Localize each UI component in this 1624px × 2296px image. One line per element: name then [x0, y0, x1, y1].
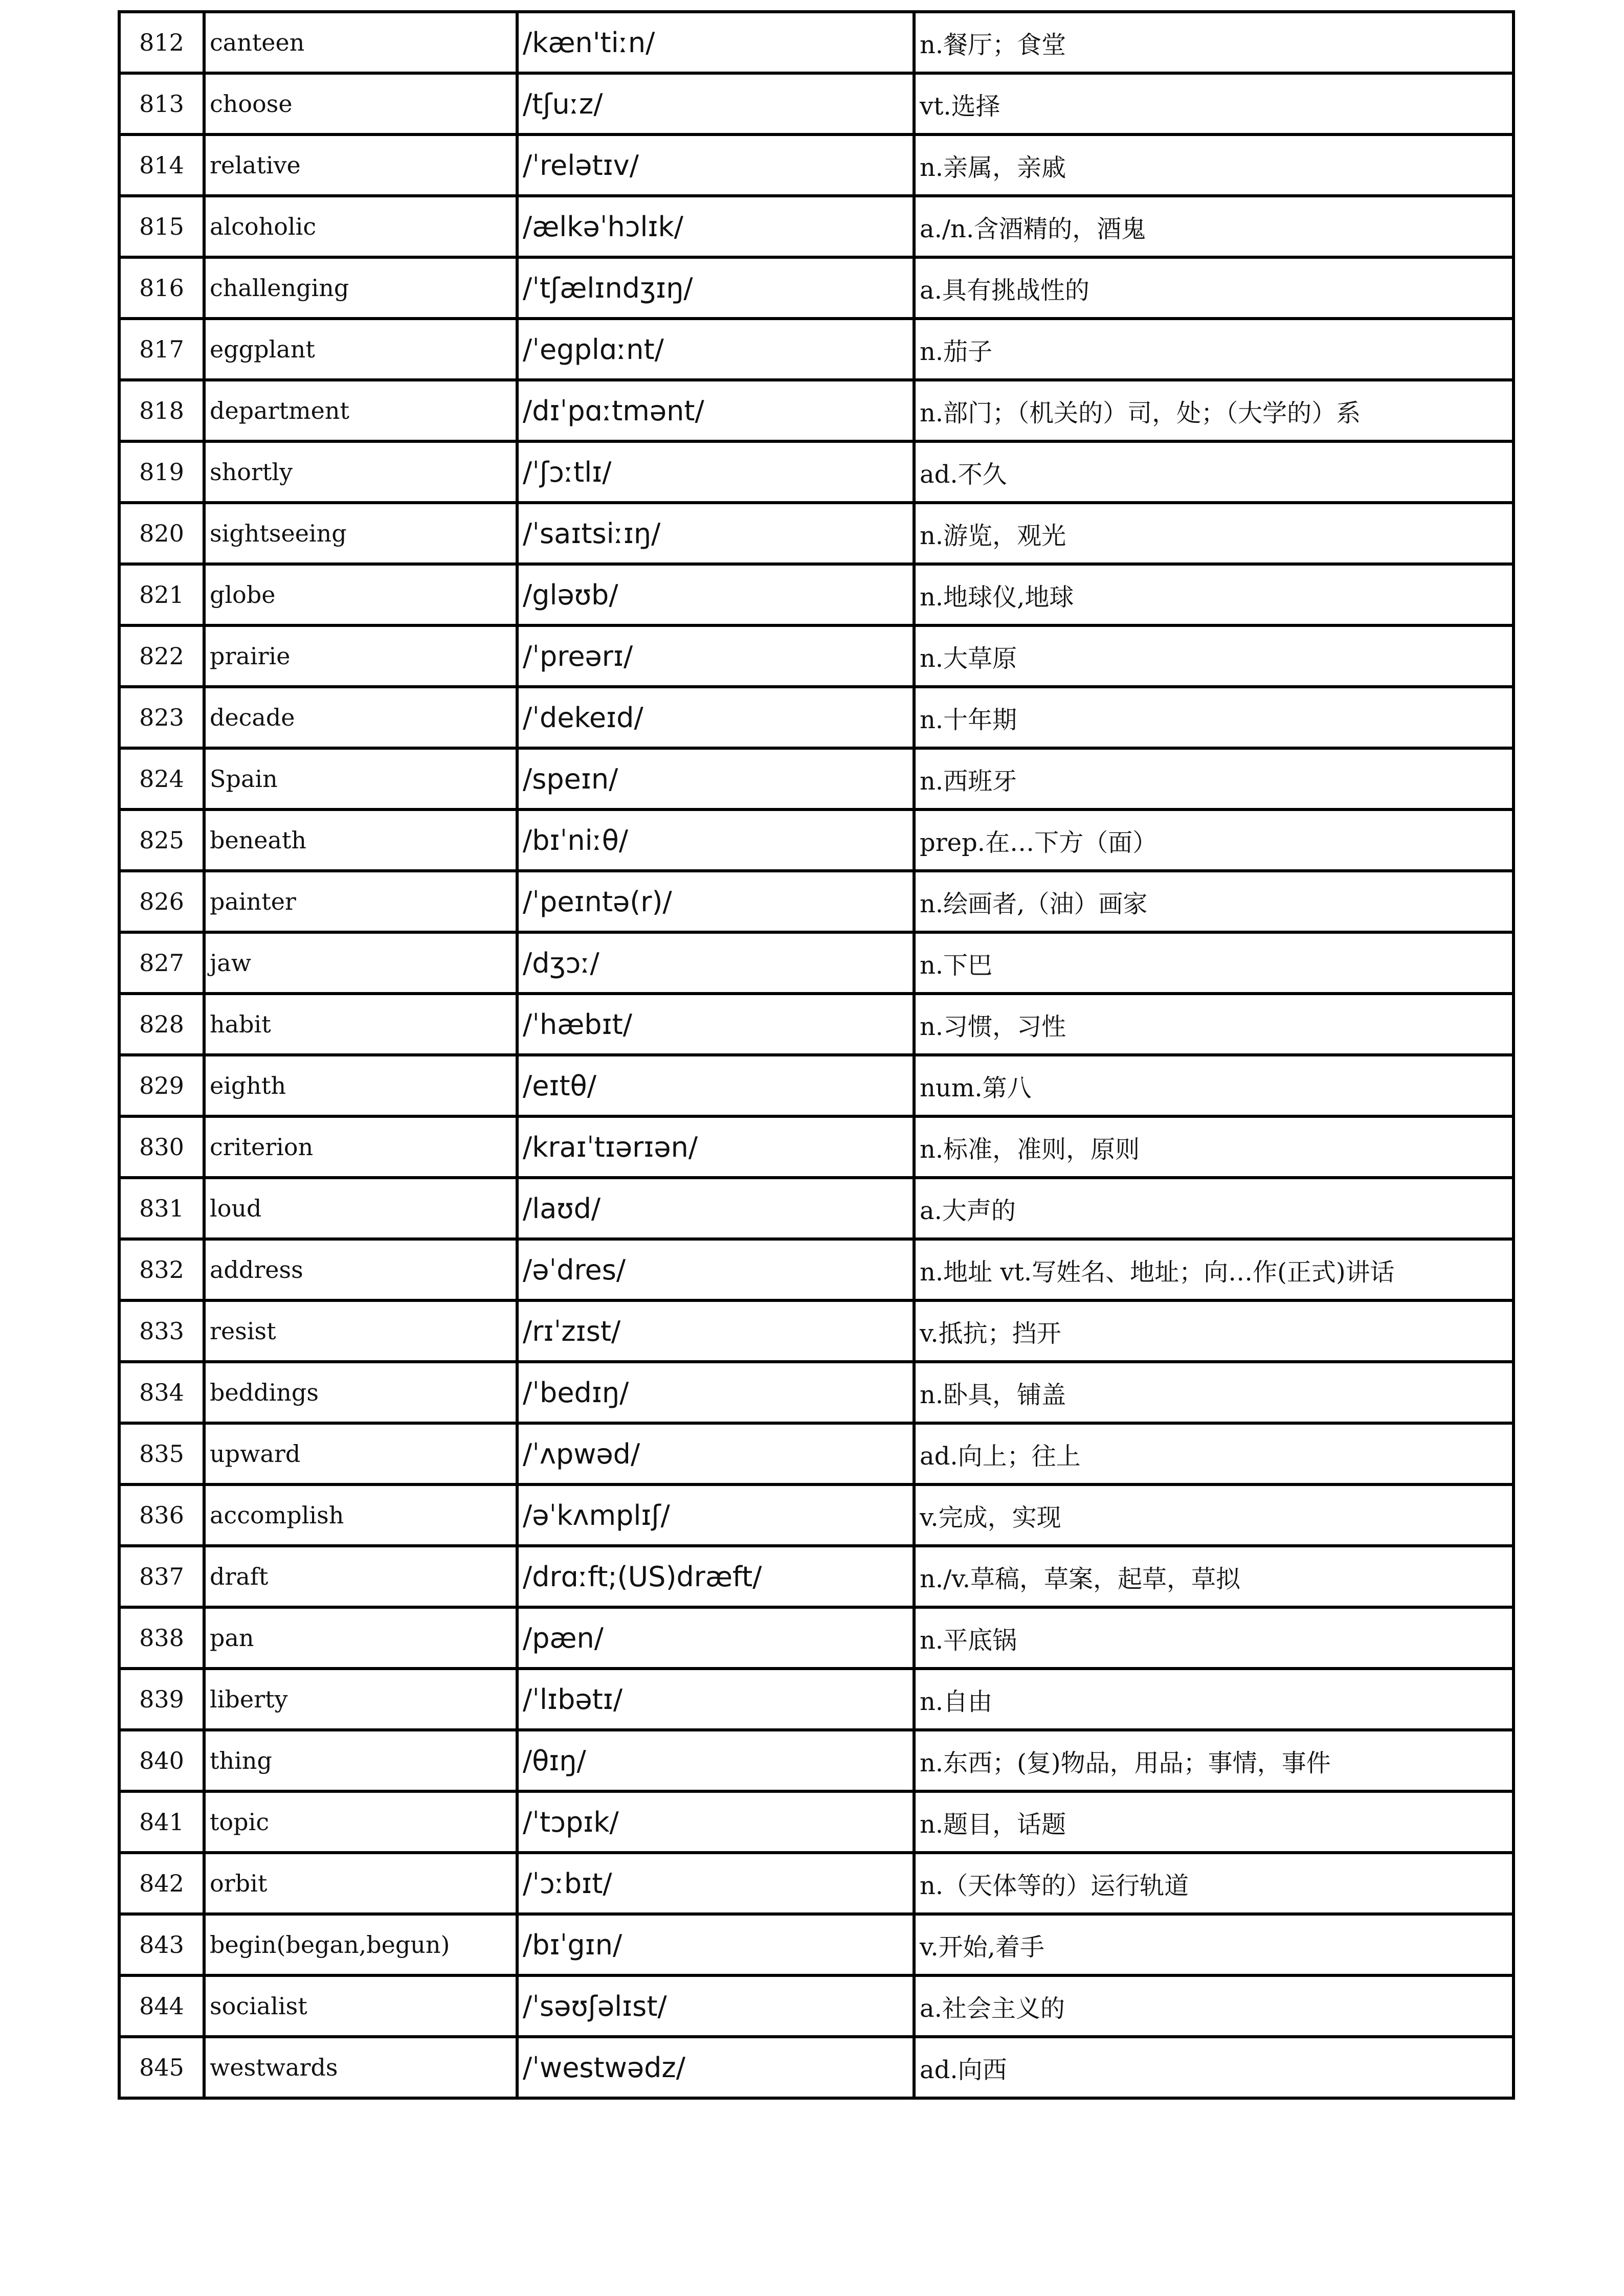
entry-pronunciation: /ˈbedɪŋ/: [517, 1362, 914, 1423]
entry-definition: v.抵抗；挡开: [914, 1300, 1514, 1362]
table-row: [119, 257, 1514, 319]
table-row: [119, 1546, 1514, 1607]
entry-number: 841: [119, 1791, 204, 1853]
entry-word: beneath: [204, 809, 517, 871]
entry-word: jaw: [204, 932, 517, 994]
entry-word: habit: [204, 994, 517, 1055]
entry-pronunciation: /θɪŋ/: [517, 1730, 914, 1791]
entry-number: 816: [119, 257, 204, 319]
entry-pronunciation: /drɑːft;(US)dræft/: [517, 1546, 914, 1607]
table-row: [119, 932, 1514, 994]
entry-word: sightseeing: [204, 503, 517, 564]
entry-number: 832: [119, 1239, 204, 1300]
entry-number: 843: [119, 1914, 204, 1975]
entry-word: begin(began,begun): [204, 1914, 517, 1975]
entry-pronunciation: /ˈdekeɪd/: [517, 687, 914, 748]
entry-number: 821: [119, 564, 204, 625]
entry-definition: ad.不久: [914, 441, 1514, 503]
entry-definition: ad.向西: [914, 2037, 1514, 2098]
entry-definition: n.绘画者,（油）画家: [914, 871, 1514, 932]
entry-definition: n.大草原: [914, 625, 1514, 687]
entry-word: shortly: [204, 441, 517, 503]
entry-definition: n.十年期: [914, 687, 1514, 748]
entry-word: address: [204, 1239, 517, 1300]
table-row: [119, 625, 1514, 687]
entry-definition: n./v.草稿，草案，起草，草拟: [914, 1546, 1514, 1607]
table-row: [119, 871, 1514, 932]
entry-word: liberty: [204, 1669, 517, 1730]
table-row: [119, 1055, 1514, 1116]
entry-number: 837: [119, 1546, 204, 1607]
entry-number: 830: [119, 1116, 204, 1178]
table-row: [119, 1853, 1514, 1914]
entry-word: prairie: [204, 625, 517, 687]
entry-number: 818: [119, 380, 204, 441]
entry-pronunciation: /bɪˈgɪn/: [517, 1914, 914, 1975]
entry-word: draft: [204, 1546, 517, 1607]
entry-number: 829: [119, 1055, 204, 1116]
entry-word: socialist: [204, 1975, 517, 2037]
entry-pronunciation: /pæn/: [517, 1607, 914, 1669]
entry-word: topic: [204, 1791, 517, 1853]
table-row: [119, 1669, 1514, 1730]
entry-word: painter: [204, 871, 517, 932]
entry-definition: vt.选择: [914, 73, 1514, 134]
table-row: [119, 1300, 1514, 1362]
entry-pronunciation: /ˈpreərɪ/: [517, 625, 914, 687]
entry-number: 833: [119, 1300, 204, 1362]
entry-definition: v.开始,着手: [914, 1914, 1514, 1975]
entry-number: 844: [119, 1975, 204, 2037]
entry-number: 842: [119, 1853, 204, 1914]
entry-pronunciation: /ˈʌpwəd/: [517, 1423, 914, 1484]
entry-number: 828: [119, 994, 204, 1055]
entry-word: pan: [204, 1607, 517, 1669]
entry-number: 835: [119, 1423, 204, 1484]
entry-definition: n.卧具，铺盖: [914, 1362, 1514, 1423]
entry-pronunciation: /ˈlɪbətɪ/: [517, 1669, 914, 1730]
entry-number: 820: [119, 503, 204, 564]
entry-number: 819: [119, 441, 204, 503]
entry-definition: n.西班牙: [914, 748, 1514, 809]
entry-definition: v.完成，实现: [914, 1484, 1514, 1546]
entry-pronunciation: /əˈkʌmplɪʃ/: [517, 1484, 914, 1546]
table-row: [119, 73, 1514, 134]
entry-pronunciation: /ˈrelətɪv/: [517, 134, 914, 196]
entry-pronunciation: /kraɪˈtɪərɪən/: [517, 1116, 914, 1178]
entry-word: challenging: [204, 257, 517, 319]
entry-pronunciation: /ˈtɔpɪk/: [517, 1791, 914, 1853]
entry-number: 823: [119, 687, 204, 748]
table-row: [119, 1423, 1514, 1484]
entry-pronunciation: /dɪˈpɑːtmənt/: [517, 380, 914, 441]
entry-definition: a.社会主义的: [914, 1975, 1514, 2037]
entry-word: orbit: [204, 1853, 517, 1914]
entry-pronunciation: /bɪˈniːθ/: [517, 809, 914, 871]
entry-definition: n.平底锅: [914, 1607, 1514, 1669]
entry-number: 812: [119, 12, 204, 73]
table-row: [119, 380, 1514, 441]
entry-word: upward: [204, 1423, 517, 1484]
entry-pronunciation: /ˈʃɔːtlɪ/: [517, 441, 914, 503]
table-row: [119, 196, 1514, 257]
table-row: [119, 687, 1514, 748]
entry-number: 839: [119, 1669, 204, 1730]
table-row: [119, 1791, 1514, 1853]
entry-pronunciation: /tʃuːz/: [517, 73, 914, 134]
vocabulary-table-body: [119, 12, 1514, 2098]
table-row: [119, 748, 1514, 809]
entry-number: 838: [119, 1607, 204, 1669]
entry-definition: n.自由: [914, 1669, 1514, 1730]
entry-pronunciation: /kæn'tiːn/: [517, 12, 914, 73]
entry-word: westwards: [204, 2037, 517, 2098]
entry-definition: n.地址 vt.写姓名、地址；向…作(正式)讲话: [914, 1239, 1514, 1300]
entry-number: 825: [119, 809, 204, 871]
entry-definition: n.下巴: [914, 932, 1514, 994]
table-row: [119, 503, 1514, 564]
entry-word: relative: [204, 134, 517, 196]
entry-pronunciation: /ˈsəʊʃəlɪst/: [517, 1975, 914, 2037]
table-row: [119, 1484, 1514, 1546]
table-row: [119, 1116, 1514, 1178]
entry-definition: n.习惯，习性: [914, 994, 1514, 1055]
entry-word: eggplant: [204, 319, 517, 380]
table-row: [119, 319, 1514, 380]
entry-number: 824: [119, 748, 204, 809]
entry-number: 827: [119, 932, 204, 994]
entry-definition: num.第八: [914, 1055, 1514, 1116]
table-row: [119, 809, 1514, 871]
entry-definition: n.题目，话题: [914, 1791, 1514, 1853]
entry-word: Spain: [204, 748, 517, 809]
entry-definition: n.餐厅；食堂: [914, 12, 1514, 73]
entry-number: 831: [119, 1178, 204, 1239]
entry-word: accomplish: [204, 1484, 517, 1546]
entry-number: 840: [119, 1730, 204, 1791]
table-row: [119, 1730, 1514, 1791]
table-row: [119, 994, 1514, 1055]
entry-word: choose: [204, 73, 517, 134]
table-row: [119, 1975, 1514, 2037]
entry-pronunciation: /ˈwestwədz/: [517, 2037, 914, 2098]
entry-definition: n.标准，准则，原则: [914, 1116, 1514, 1178]
entry-word: globe: [204, 564, 517, 625]
table-row: [119, 564, 1514, 625]
entry-pronunciation: /ˈpeɪntə(r)/: [517, 871, 914, 932]
entry-definition: n.游览，观光: [914, 503, 1514, 564]
table-row: [119, 1239, 1514, 1300]
entry-number: 814: [119, 134, 204, 196]
table-row: [119, 1362, 1514, 1423]
entry-definition: n.东西；(复)物品，用品；事情，事件: [914, 1730, 1514, 1791]
entry-pronunciation: /rɪˈzɪst/: [517, 1300, 914, 1362]
table-row: [119, 1178, 1514, 1239]
entry-number: 813: [119, 73, 204, 134]
entry-number: 834: [119, 1362, 204, 1423]
entry-pronunciation: /speɪn/: [517, 748, 914, 809]
entry-pronunciation: /ˈsaɪtsiːɪŋ/: [517, 503, 914, 564]
entry-number: 845: [119, 2037, 204, 2098]
entry-pronunciation: /laʊd/: [517, 1178, 914, 1239]
entry-number: 815: [119, 196, 204, 257]
entry-word: department: [204, 380, 517, 441]
entry-word: beddings: [204, 1362, 517, 1423]
entry-pronunciation: /ˈegplɑːnt/: [517, 319, 914, 380]
table-row: [119, 441, 1514, 503]
entry-definition: n.亲属，亲戚: [914, 134, 1514, 196]
entry-definition: n.茄子: [914, 319, 1514, 380]
entry-definition: n.部门；（机关的）司，处；（大学的）系: [914, 380, 1514, 441]
entry-number: 822: [119, 625, 204, 687]
entry-pronunciation: /dʒɔː/: [517, 932, 914, 994]
entry-pronunciation: /gləʊb/: [517, 564, 914, 625]
entry-number: 817: [119, 319, 204, 380]
entry-definition: a.具有挑战性的: [914, 257, 1514, 319]
entry-word: alcoholic: [204, 196, 517, 257]
entry-pronunciation: /ˈtʃælɪndʒɪŋ/: [517, 257, 914, 319]
entry-word: canteen: [204, 12, 517, 73]
entry-number: 826: [119, 871, 204, 932]
entry-definition: n.地球仪,地球: [914, 564, 1514, 625]
entry-pronunciation: /eɪtθ/: [517, 1055, 914, 1116]
table-row: [119, 12, 1514, 73]
entry-definition: prep.在…下方（面）: [914, 809, 1514, 871]
table-row: [119, 1914, 1514, 1975]
entry-definition: a.大声的: [914, 1178, 1514, 1239]
entry-pronunciation: /ˈɔːbɪt/: [517, 1853, 914, 1914]
entry-pronunciation: /ˈhæbɪt/: [517, 994, 914, 1055]
table-row: [119, 134, 1514, 196]
entry-word: criterion: [204, 1116, 517, 1178]
entry-word: decade: [204, 687, 517, 748]
table-row: [119, 2037, 1514, 2098]
table-row: [119, 1607, 1514, 1669]
entry-word: thing: [204, 1730, 517, 1791]
entry-definition: a./n.含酒精的，酒鬼: [914, 196, 1514, 257]
vocabulary-table: [118, 10, 1515, 2100]
entry-pronunciation: /ælkəˈhɔlɪk/: [517, 196, 914, 257]
entry-word: eighth: [204, 1055, 517, 1116]
entry-definition: ad.向上；往上: [914, 1423, 1514, 1484]
entry-word: loud: [204, 1178, 517, 1239]
entry-pronunciation: /əˈdres/: [517, 1239, 914, 1300]
entry-number: 836: [119, 1484, 204, 1546]
entry-word: resist: [204, 1300, 517, 1362]
entry-definition: n.（天体等的）运行轨道: [914, 1853, 1514, 1914]
